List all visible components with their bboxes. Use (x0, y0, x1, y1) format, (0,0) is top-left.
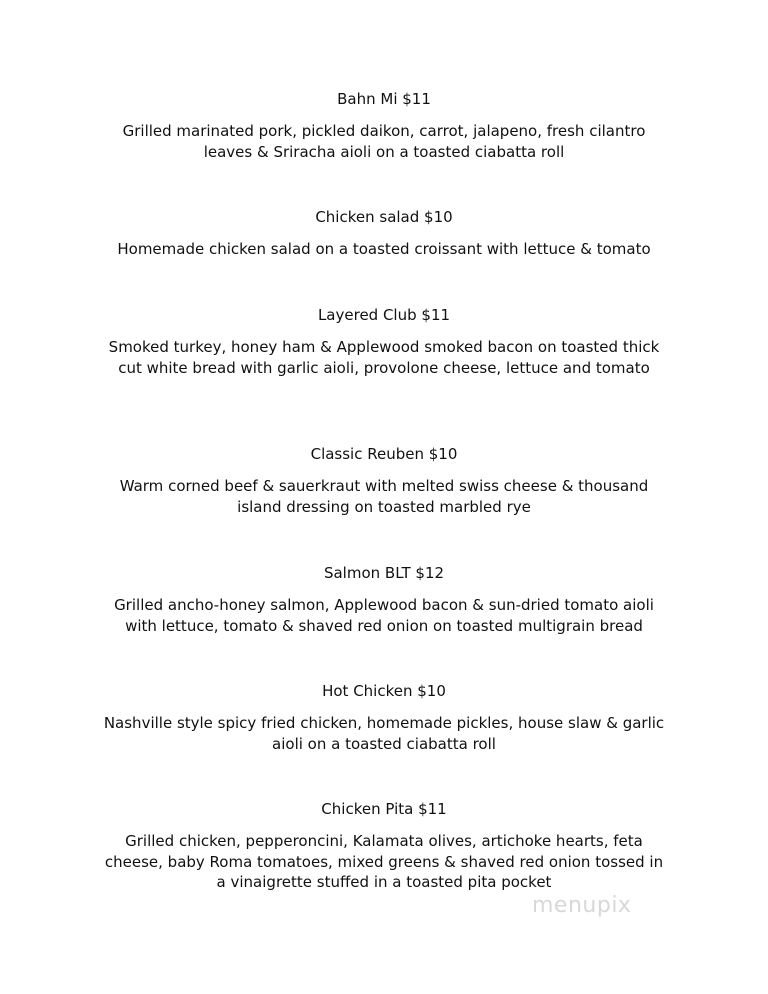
item-title: Hot Chicken $10 (322, 682, 446, 700)
item-title: Chicken salad $10 (315, 208, 453, 226)
item-title: Chicken Pita $11 (321, 800, 447, 818)
item-description: Grilled ancho-honey salmon, Applewood bacon & sun-dried tomato aioli with lettuce, tomato & shaved red onion on toasted multigrain bread (114, 596, 654, 635)
item-description: Smoked turkey, honey ham & Applewood smoked bacon on toasted thick cut white bread with garlic aioli, provolone cheese, lettuce and tomato (108, 338, 660, 377)
item-title: Bahn Mi $11 (337, 90, 431, 108)
menu-item-salmon-blt (100, 563, 668, 636)
item-title: Layered Club $11 (317, 306, 451, 324)
item-description: Grilled chicken, pepperoncini, Kalamata olives, artichoke hearts, feta cheese, baby Roma tomatoes, mixed greens & shaved red onion tossed in a vinaigrette stuffed in a toasted pita pocket (104, 832, 664, 891)
menu-item-layered-club (100, 305, 668, 378)
item-title: Classic Reuben $10 (310, 445, 458, 463)
menupix-watermark: menupix (532, 893, 632, 918)
item-description: Grilled marinated pork, pickled daikon, carrot, jalapeno, fresh cilantro leaves & Sriracha aioli on a toasted ciabatta roll (122, 122, 646, 161)
item-title: Salmon BLT $12 (323, 564, 445, 582)
menu-item-bahn-mi (100, 89, 668, 162)
menu-item-classic-reuben (100, 444, 668, 517)
menu-item-chicken-salad (100, 207, 668, 260)
item-description: Homemade chicken salad on a toasted croissant with lettuce & tomato (117, 240, 651, 258)
item-description: Warm corned beef & sauerkraut with melted swiss cheese & thousand island dressing on toasted marbled rye (119, 477, 649, 516)
menu-item-chicken-pita (100, 799, 668, 893)
menu-item-hot-chicken (100, 681, 668, 754)
item-description: Nashville style spicy fried chicken, homemade pickles, house slaw & garlic aioli on a toasted ciabatta roll (103, 714, 665, 753)
